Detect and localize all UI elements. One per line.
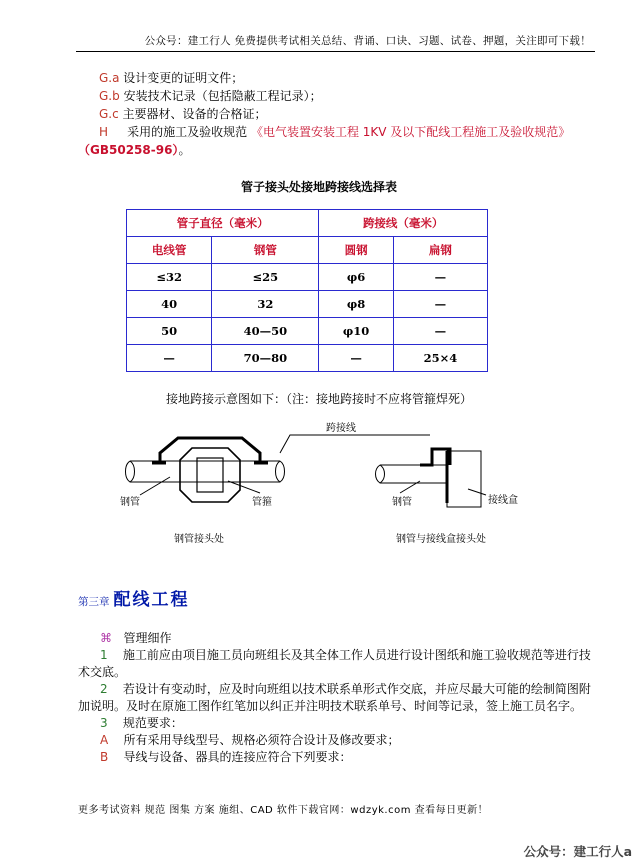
- group-header-jumper: 跨接线（毫米）: [319, 210, 488, 237]
- table-row: [127, 318, 488, 345]
- paragraph-2: [78, 681, 598, 715]
- table-row: [127, 291, 488, 318]
- section-title: 管理细作: [123, 631, 172, 645]
- table-cell: φ8: [319, 291, 393, 318]
- table-cell: —: [393, 264, 487, 291]
- list-label: G.a: [99, 71, 120, 85]
- table-cell: ≤32: [127, 264, 212, 291]
- pipe-break-right: [276, 461, 285, 482]
- list-label: H: [99, 125, 109, 139]
- table-cell: 32: [212, 291, 319, 318]
- caption-left: 钢管接头处: [174, 534, 224, 545]
- requirement-a: [78, 732, 598, 749]
- list-text: 设计变更的证明文件；: [123, 71, 244, 85]
- list-item-h: [99, 125, 570, 140]
- col-header: 电线管: [127, 237, 212, 264]
- list-item-ga: [99, 71, 243, 86]
- requirement-label: A: [100, 733, 109, 747]
- chapter-number: 第三章: [78, 596, 110, 608]
- diagram-title: 接地跨接示意图如下：（注：接地跨接时不应将管箍焊死）: [165, 392, 472, 406]
- section-body: [78, 630, 598, 766]
- table-row: [127, 264, 488, 291]
- standard-title: 《电气装置安装工程 1KV 及以下配线工程施工及验收规范》: [250, 125, 571, 139]
- label-coupling: 管箍: [252, 497, 272, 508]
- section-symbol: ⌘: [100, 631, 112, 645]
- section-heading: [78, 630, 598, 647]
- paragraph-number: 1: [100, 648, 108, 662]
- paragraph-text: 施工前应由项目施工员向班组长及其全体工作人员进行设计图纸和施工验收规范等进行技术交底。: [78, 648, 591, 679]
- list-label: G.c: [99, 107, 119, 121]
- list-item-gc: [99, 107, 267, 122]
- paragraph-text: 若设计有变动时，应及时向班组以技术联系单形式作交底，并应尽最大可能的绘制简图附加说明。及时在原施工图作红笔加以纠正并注明技术联系单号、时间等记录，签上施工员名字。: [78, 682, 591, 713]
- label-steel-pipe-left: 钢管: [120, 497, 140, 508]
- paragraph-3: [78, 715, 598, 732]
- list-text: 主要器材、设备的合格证；: [122, 107, 267, 121]
- watermark: 公众号：建工行人a: [523, 844, 632, 859]
- leader-box: [468, 489, 486, 495]
- table-cell: 70—80: [212, 345, 319, 372]
- leader-jumper: [280, 435, 430, 453]
- table-cell: 25×4: [393, 345, 487, 372]
- leader-coupling: [228, 481, 260, 493]
- col-header: 钢管: [212, 237, 319, 264]
- col-header: 扁钢: [393, 237, 487, 264]
- label-steel-pipe-right: 钢管: [392, 497, 412, 508]
- table-cell: —: [393, 291, 487, 318]
- junction-box-shape: [447, 451, 481, 507]
- paragraph-text: 规范要求：: [122, 716, 183, 730]
- label-jumper: 跨接线: [326, 423, 356, 434]
- table-title: 管子接头处接地跨接线选择表: [240, 180, 397, 194]
- table-cell: 50: [127, 318, 212, 345]
- table-row: [127, 345, 488, 372]
- pipe-outline: [380, 465, 447, 483]
- page-footer: 更多考试资料 规范 图集 方案 施组、CAD 软件下载官网：wdzyk.com 查看每日更新！: [78, 805, 489, 816]
- list-item-gb: [99, 89, 322, 104]
- standard-code: （GB50258-96）: [78, 143, 179, 157]
- grounding-jumper-diagram: [100, 415, 520, 550]
- chapter-title: 配线工程: [113, 590, 190, 610]
- coupling-inner: [197, 458, 223, 492]
- label-junction-box: 接线盒: [488, 495, 518, 506]
- list-label: G.b: [99, 89, 120, 103]
- page-header: 公众号：建工行人 免费提供考试相关总结、背诵、口诀、习题、试卷、押题，关注即可下载！: [144, 35, 591, 47]
- paragraph-1: [78, 647, 598, 681]
- leader-pipe-left: [140, 477, 170, 495]
- chapter-heading: [78, 585, 190, 610]
- sentence-end: 。: [178, 143, 191, 157]
- right-pipe-box-joint: [280, 435, 486, 507]
- requirement-text: 所有采用导线型号、规格必须符合设计及修改要求；: [123, 733, 400, 747]
- coupling-shape: [180, 448, 240, 502]
- group-header-pipe-diameter: 管子直径（毫米）: [127, 210, 319, 237]
- requirement-label: B: [100, 750, 109, 764]
- table-cell: φ6: [319, 264, 393, 291]
- paragraph-number: 2: [100, 682, 108, 696]
- pipe-break: [376, 465, 385, 483]
- list-text: 采用的施工及验收规范: [127, 125, 248, 139]
- standard-code-line: [78, 143, 190, 158]
- table-cell: ≤25: [212, 264, 319, 291]
- requirement-b: [78, 749, 598, 766]
- paragraph-number: 3: [100, 716, 108, 730]
- header-rule: [76, 51, 595, 52]
- caption-right: 钢管与接线盒接头处: [396, 534, 486, 545]
- jumper-selection-table: [126, 209, 488, 372]
- requirement-text: 导线与设备、器具的连接应符合下列要求：: [123, 750, 352, 764]
- col-header: 圆钢: [319, 237, 393, 264]
- pipe-break-left: [126, 461, 135, 482]
- table-cell: 40: [127, 291, 212, 318]
- table-cell: φ10: [319, 318, 393, 345]
- table-cell: 40—50: [212, 318, 319, 345]
- table-cell: —: [127, 345, 212, 372]
- jumper-wire-left: [160, 438, 260, 463]
- list-text: 安装技术记录（包括隐蔽工程记录）；: [123, 89, 322, 103]
- table-cell: —: [393, 318, 487, 345]
- table-cell: —: [319, 345, 393, 372]
- left-pipe-joint: [126, 438, 285, 502]
